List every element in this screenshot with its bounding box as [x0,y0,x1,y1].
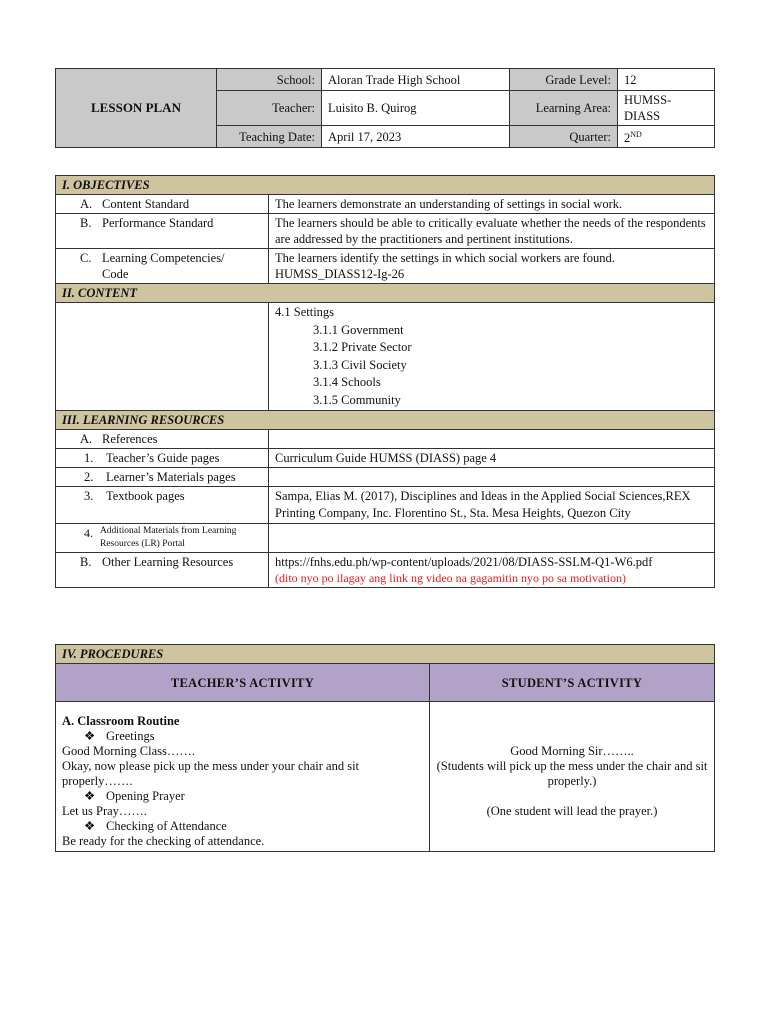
school-label: School: [217,69,322,91]
diamond-bullet-icon: ❖ [84,729,96,743]
student-activity-cell: Good Morning Sir…….. (Students will pick up the mess under the chair and sit properly.) (One student will lead the prayer.) [430,702,715,852]
learners-materials-label: 2. Learner’s Materials pages [56,468,269,487]
textbook-pages-value: Sampa, Elias M. (2017), Disciplines and Ideas in the Applied Social Sciences,REX Printing Company, Inc. Florentino St., Sta. Mesa Heights, Quezon City [269,487,715,524]
content-heading: II. CONTENT [56,284,715,303]
additional-materials-value [269,524,715,553]
performance-standard-label: B. Performance Standard [56,214,269,249]
teacher-activity-cell: A. Classroom Routine ❖ Greetings Good Morning Class……. Okay, now please pick up the mess under your chair and sit properly……. ❖ Opening Prayer Let us Pray……. ❖ Checking of Attendance Be ready for the checking of attendance. [56,702,430,852]
content-standard-label: A. Content Standard [56,195,269,214]
procedures-heading: IV. PROCEDURES [56,645,715,664]
other-resources-label: B. Other Learning Resources [56,553,269,588]
student-activity-header: STUDENT’S ACTIVITY [430,664,715,702]
other-resources-value [269,553,715,588]
teachers-guide-value: Curriculum Guide HUMSS (DIASS) page 4 [269,449,715,468]
learners-materials-value [269,468,715,487]
textbook-pages-label: 3. Textbook pages [56,487,269,524]
quarter-label: Quarter: [510,126,618,148]
content-standard-value: The learners demonstrate an understanding of settings in social work. [269,195,715,214]
procedures-table [55,644,715,852]
content-item: 3.1.4 Schools [313,375,381,389]
grade-level-value: 12 [618,69,715,91]
resource-link[interactable]: https://fnhs.edu.ph/wp-content/uploads/2021/08/DIASS-SSLM-Q1-W6.pdf [275,555,653,569]
school-value: Aloran Trade High School [322,69,510,91]
main-table [55,175,715,588]
teaching-date-label: Teaching Date: [217,126,322,148]
additional-materials-label: 4. Additional Materials from Learning Resources (LR) Portal [56,524,269,553]
diamond-bullet-icon: ❖ [84,789,96,803]
teacher-label: Teacher: [217,91,322,126]
objectives-heading: I. OBJECTIVES [56,176,715,195]
teacher-value: Luisito B. Quirog [322,91,510,126]
content-item: 3.1.1 Government [313,322,404,337]
teachers-guide-label: 1. Teacher’s Guide pages [56,449,269,468]
content-item: 3.1.2 Private Sector [313,340,412,354]
performance-standard-value: The learners should be able to critically evaluate whether the needs of the respondents are addressed by the practitioners and pertinent institutions. [269,214,715,249]
video-link-note: (dito nyo po ilagay ang link ng video na gagamitin nyo po sa motivation) [275,571,626,585]
learning-area-value: HUMSS- DIASS [618,91,715,126]
learning-competencies-value: The learners identify the settings in which social workers are found. HUMSS_DIASS12-Ig-26 [269,249,715,284]
content-empty-cell [56,303,269,411]
quarter-value: 2ND [618,126,715,148]
teacher-activity-header: TEACHER’S ACTIVITY [56,664,430,702]
references-label: A. References [56,430,269,449]
learning-competencies-label: C. Learning Competencies/ Code [56,249,269,284]
grade-level-label: Grade Level: [510,69,618,91]
references-value [269,430,715,449]
content-item: 3.1.3 Civil Society [313,357,407,372]
classroom-routine-title: A. Classroom Routine [62,714,180,728]
learning-resources-heading: III. LEARNING RESOURCES [56,411,715,430]
content-item: 3.1.5 Community [313,392,401,407]
learning-area-label: Learning Area: [510,91,618,126]
content-list: 4.1 Settings 3.1.1 Government 3.1.2 Private Sector 3.1.3 Civil Society 3.1.4 Schools 3.1.5 Community [269,303,715,411]
teaching-date-value: April 17, 2023 [322,126,510,148]
diamond-bullet-icon: ❖ [84,819,96,833]
header-table [55,68,715,148]
lesson-plan-title: LESSON PLAN [56,69,217,148]
